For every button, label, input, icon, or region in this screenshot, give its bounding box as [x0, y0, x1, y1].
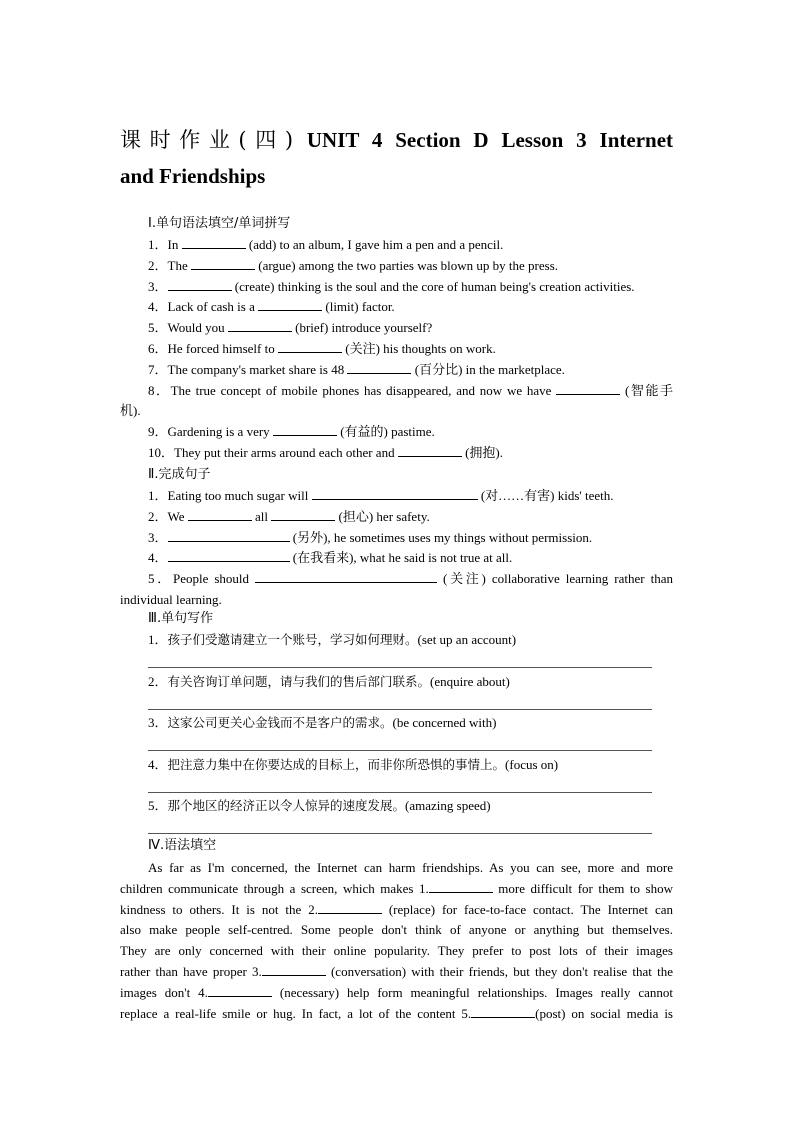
- answer-blank[interactable]: [188, 508, 252, 521]
- passage-line: images don't 4. (necessary) help form meaningful relationships. Images really cannot: [120, 984, 673, 1000]
- writing-hint: (amazing speed): [405, 798, 491, 813]
- answer-blank[interactable]: [271, 508, 335, 521]
- writing-number: 1．: [148, 632, 168, 647]
- blank-number: 5.: [461, 1005, 472, 1021]
- section-4-heading: Ⅳ.语法填空: [148, 838, 217, 853]
- answer-blank[interactable]: [556, 382, 620, 395]
- question-text: (有益的) pastime.: [336, 424, 435, 440]
- question-number: 10．: [148, 445, 175, 460]
- question-number: 6．: [148, 341, 168, 356]
- sentence-item: [120, 548, 673, 569]
- writing-number: 4．: [148, 756, 168, 772]
- passage-line: replace a real-life smile or hug. In fact, a lot of the content 5. (post) on social media is: [120, 1005, 673, 1021]
- answer-blank[interactable]: [255, 570, 437, 583]
- writing-number: 3．: [148, 715, 168, 730]
- section-4-passage: [120, 858, 673, 1024]
- question-number: 3．: [148, 278, 168, 294]
- question-number: 2．: [148, 257, 168, 273]
- sentence-number: 4．: [148, 550, 168, 566]
- writing-prompt: 那个地区的经济正以令人惊异的速度发展。: [167, 798, 406, 813]
- writing-item: [120, 755, 673, 776]
- answer-blank[interactable]: [168, 529, 290, 542]
- question-number: 8．: [148, 382, 171, 398]
- question-number: 5．: [148, 320, 168, 336]
- answer-blank[interactable]: [312, 487, 478, 500]
- passage-line: kindness to others. It is not the 2. (replace) for face-to-face contact. The Internet can: [120, 901, 673, 917]
- answer-blank[interactable]: [471, 1005, 535, 1018]
- sentence-text: Eating too much sugar will: [167, 488, 312, 503]
- writing-hint: (focus on): [505, 756, 559, 772]
- section-3-heading: Ⅲ.单句写作: [148, 611, 214, 626]
- answer-blank[interactable]: [258, 298, 322, 311]
- answer-line[interactable]: [148, 709, 652, 710]
- title-section: Section D: [395, 128, 489, 152]
- blank-number: 2.: [308, 901, 318, 917]
- blank-number: 4.: [198, 984, 208, 1000]
- question-number: 7．: [148, 361, 168, 377]
- section-2-heading: Ⅱ.完成句子: [148, 467, 211, 482]
- question-number: 1．: [148, 237, 168, 252]
- answer-blank[interactable]: [208, 984, 272, 997]
- question-text: Lack of cash is a: [167, 299, 259, 315]
- sentence-text: all: [251, 508, 272, 524]
- answer-blank[interactable]: [318, 901, 382, 914]
- writing-prompt: 孩子们受邀请建立一个账号，学习如何理财。: [167, 632, 418, 647]
- writing-hint: (be concerned with): [392, 715, 497, 730]
- question-text: (关注) his thoughts on work.: [341, 341, 496, 356]
- title-cn-prefix: 课时作业(四): [120, 128, 295, 152]
- passage-line: They are only concerned with their online popularity. They prefer to post lots of their images: [120, 943, 673, 959]
- question-text: The company's market share is 48: [167, 361, 348, 377]
- answer-blank[interactable]: [278, 340, 342, 353]
- writing-number: 2．: [148, 673, 168, 689]
- answer-blank[interactable]: [273, 423, 337, 436]
- question-text: He forced himself to: [167, 341, 278, 356]
- question-text: The true concept of mobile phones has disappeared, and now we have: [170, 382, 557, 398]
- sentence-number: 3．: [148, 529, 168, 545]
- sentence-text: (在我看来), what he said is not true at all.: [289, 550, 513, 566]
- question-text: Would you: [167, 320, 228, 336]
- question-text: (argue) among the two parties was blown up by the press.: [254, 257, 559, 273]
- question-text: (智能手: [620, 382, 673, 398]
- question-text: In: [167, 237, 182, 252]
- writing-item: [120, 630, 673, 651]
- question-item: [120, 422, 673, 443]
- question-item: [120, 443, 673, 464]
- title-unit: UNIT 4: [306, 128, 383, 152]
- question-item: [120, 277, 673, 298]
- question-number: 4．: [148, 299, 168, 315]
- question-item: [120, 297, 673, 318]
- answer-blank[interactable]: [168, 278, 232, 291]
- sentence-text: (另外), he sometimes uses my things without permission.: [289, 529, 593, 545]
- sentence-item: [120, 528, 673, 549]
- answer-line[interactable]: [148, 750, 652, 751]
- blank-number: 1.: [419, 880, 429, 896]
- sentence-item: [120, 569, 673, 590]
- answer-blank[interactable]: [168, 549, 290, 562]
- blank-number: 3.: [252, 963, 262, 979]
- answer-line[interactable]: [148, 667, 652, 668]
- passage-line: rather than have proper 3. (conversation) with their friends, but they don't realise that the: [120, 963, 673, 979]
- page-title: [120, 120, 673, 160]
- question-text: (拥抱).: [461, 445, 503, 460]
- passage-line: As far as I'm concerned, the Internet can harm friendships. As you can see, more and more: [148, 860, 673, 875]
- answer-line[interactable]: [148, 833, 652, 834]
- answer-blank[interactable]: [262, 963, 326, 976]
- sentence-text: (对……有害) kids' teeth.: [477, 488, 614, 503]
- writing-prompt: 这家公司更关心金钱而不是客户的需求。: [167, 715, 393, 730]
- question-number: 9．: [148, 424, 168, 440]
- question-item: [120, 381, 673, 402]
- answer-line[interactable]: [148, 792, 652, 793]
- title-lesson: Lesson 3: [501, 128, 587, 152]
- page-title-continued: and Friendships: [120, 164, 266, 188]
- title-topic-part1: Internet: [599, 128, 674, 152]
- writing-item: [120, 796, 673, 817]
- sentence-item: [120, 486, 673, 507]
- sentence-number: 1．: [148, 488, 168, 503]
- question-text: Gardening is a very: [167, 424, 273, 440]
- question-text: (brief) introduce yourself?: [291, 320, 433, 336]
- writing-hint: (enquire about): [430, 673, 510, 689]
- question-text: The: [167, 257, 191, 273]
- answer-blank[interactable]: [191, 257, 255, 270]
- sentence-text: (担心) her safety.: [335, 508, 430, 524]
- writing-number: 5．: [148, 798, 168, 813]
- answer-blank[interactable]: [228, 319, 292, 332]
- question-text: (add) to an album, I gave him a pen and a pencil.: [245, 237, 504, 252]
- question-text: (百分比) in the marketplace.: [411, 361, 565, 377]
- answer-blank[interactable]: [429, 880, 493, 893]
- answer-blank[interactable]: [347, 361, 411, 374]
- question-item: [120, 318, 673, 339]
- sentence-item: [120, 507, 673, 528]
- question-item: [120, 235, 673, 256]
- question-text: They put their arms around each other and: [174, 445, 398, 460]
- answer-blank[interactable]: [182, 236, 246, 249]
- sentence-text: People should: [172, 571, 256, 587]
- sentence-text: We: [167, 508, 188, 524]
- question-item: [120, 339, 673, 360]
- sentence-number: 5．: [148, 571, 173, 587]
- question-text: (create) thinking is the soul and the core of human being's creation activities.: [231, 278, 635, 294]
- question-text: (limit) factor.: [322, 299, 395, 315]
- sentence-text: (关注) collaborative learning rather than: [437, 571, 673, 587]
- writing-item: [120, 672, 673, 693]
- passage-line: children communicate through a screen, which makes 1. more difficult for them to show: [120, 880, 674, 896]
- answer-blank[interactable]: [398, 444, 462, 457]
- writing-hint: (set up an account): [417, 632, 517, 647]
- writing-prompt: 有关咨询订单问题，请与我们的售后部门联系。: [167, 673, 431, 689]
- writing-prompt: 把注意力集中在你要达成的目标上，而非你所恐惧的事情上。: [167, 756, 506, 772]
- question-continuation: 机).: [120, 403, 141, 419]
- writing-item: [120, 713, 673, 734]
- section-1-heading: Ⅰ.单句语法填空/单词拼写: [148, 216, 291, 231]
- passage-line: also make people self-centred. Some people don't think of anyone or anything but themselves.: [120, 922, 673, 938]
- question-item: [120, 256, 673, 277]
- question-item: [120, 360, 673, 381]
- sentence-continuation: individual learning.: [120, 592, 222, 607]
- sentence-number: 2．: [148, 508, 168, 524]
